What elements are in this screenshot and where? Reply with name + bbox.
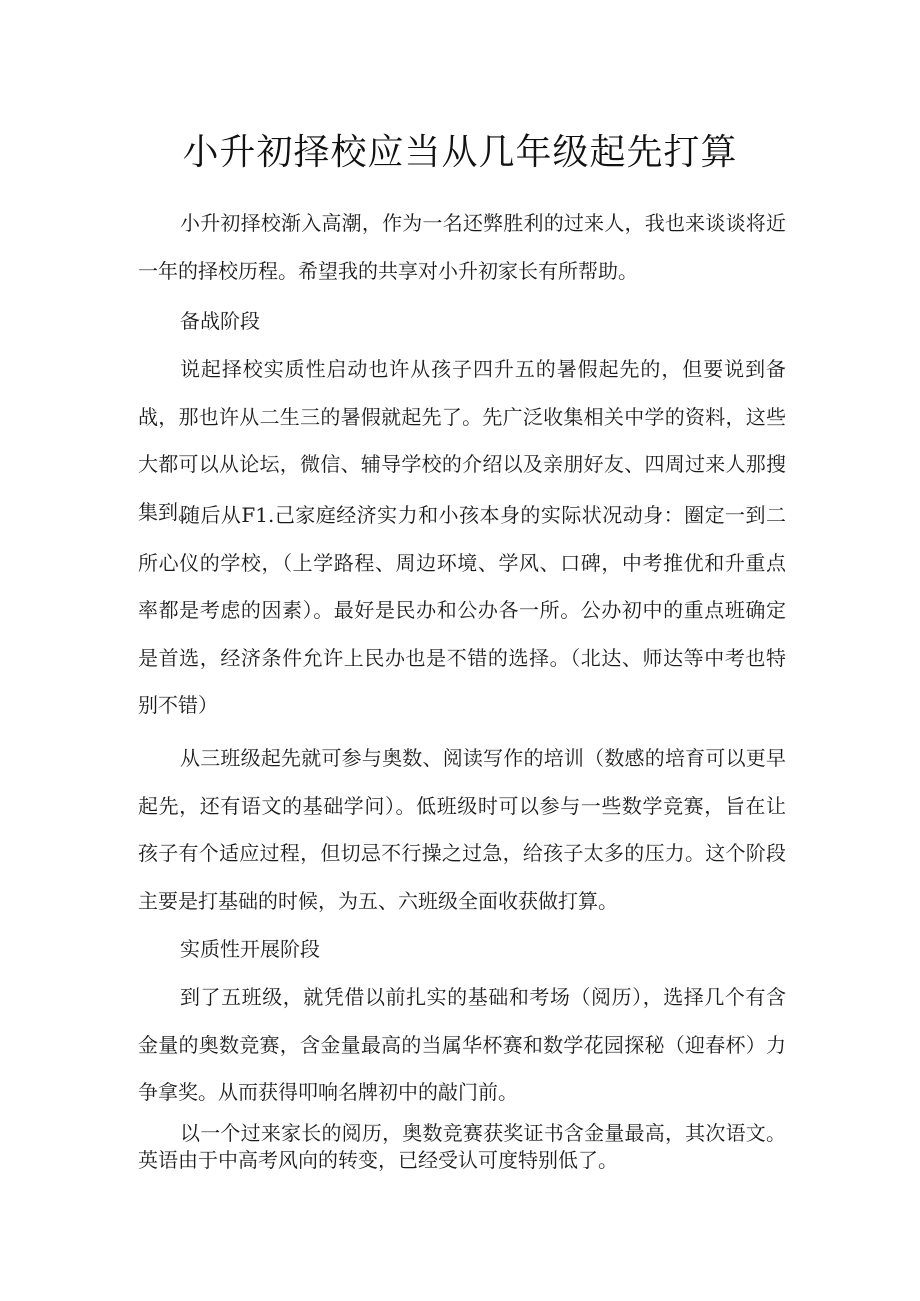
paragraph-prep-2: 随后从F1.己家庭经济实力和小孩本身的实际状况动身：圈定一到二所心仪的学校，（上学路程、周边环境、学风、口碑，中考推优和升重点率都是考虑的因素）。最好是民办和公办各一所。公办初中的重点班确定是首选，经济条件允许上民办也是不错的选择。（北达、师达等中考也特别不错） [138, 503, 786, 717]
section-heading-dev: 实质性开展阶段 [180, 937, 320, 961]
page-title: 小升初择校应当从几年级起先打算 [182, 132, 738, 173]
paragraph-dev-2: 以一个过来家长的阅历，奥数竞赛获奖证书含金量最高，其次语文。英语由于中高考风向的转变，已经受认可度特别低了。 [138, 1121, 786, 1172]
paragraph-prep-3: 从三班级起先就可参与奥数、阅读写作的培训（数感的培育可以更早起先，还有语文的基础学问）。低班级时可以参与一些数学竞赛，旨在让孩子有个适应过程，但切忌不行操之过急，给孩子太多的压力。这个阶段主要是打基础的时候，为五、六班级全面收获做打算。 [138, 746, 786, 913]
paragraph-dev-1: 到了五班级，就凭借以前扎实的基础和考场（阅历），选择几个有含金量的奥数竞赛，含金量最高的当属华杯赛和数学花园探秘（迎春杯）力争拿奖。从而获得叩响名牌初中的敲门前。 [138, 985, 786, 1104]
paragraph-intro: 小升初择校渐入高潮，作为一名还弊胜利的过来人，我也来谈谈将近一年的择校历程。希望我的共享对小升初家长有所帮助。 [138, 211, 786, 283]
paragraph-prep-1: 说起择校实质性启动也许从孩子四升五的暑假起先的，但要说到备战，那也许从二生三的暑假就起先了。先广泛收集相关中学的资料，这些大都可以从论坛，微信、辅导学校的介绍以及亲朋好友、四周过来人那搜集到。 [138, 357, 786, 524]
section-heading-prep: 备战阶段 [180, 309, 260, 333]
